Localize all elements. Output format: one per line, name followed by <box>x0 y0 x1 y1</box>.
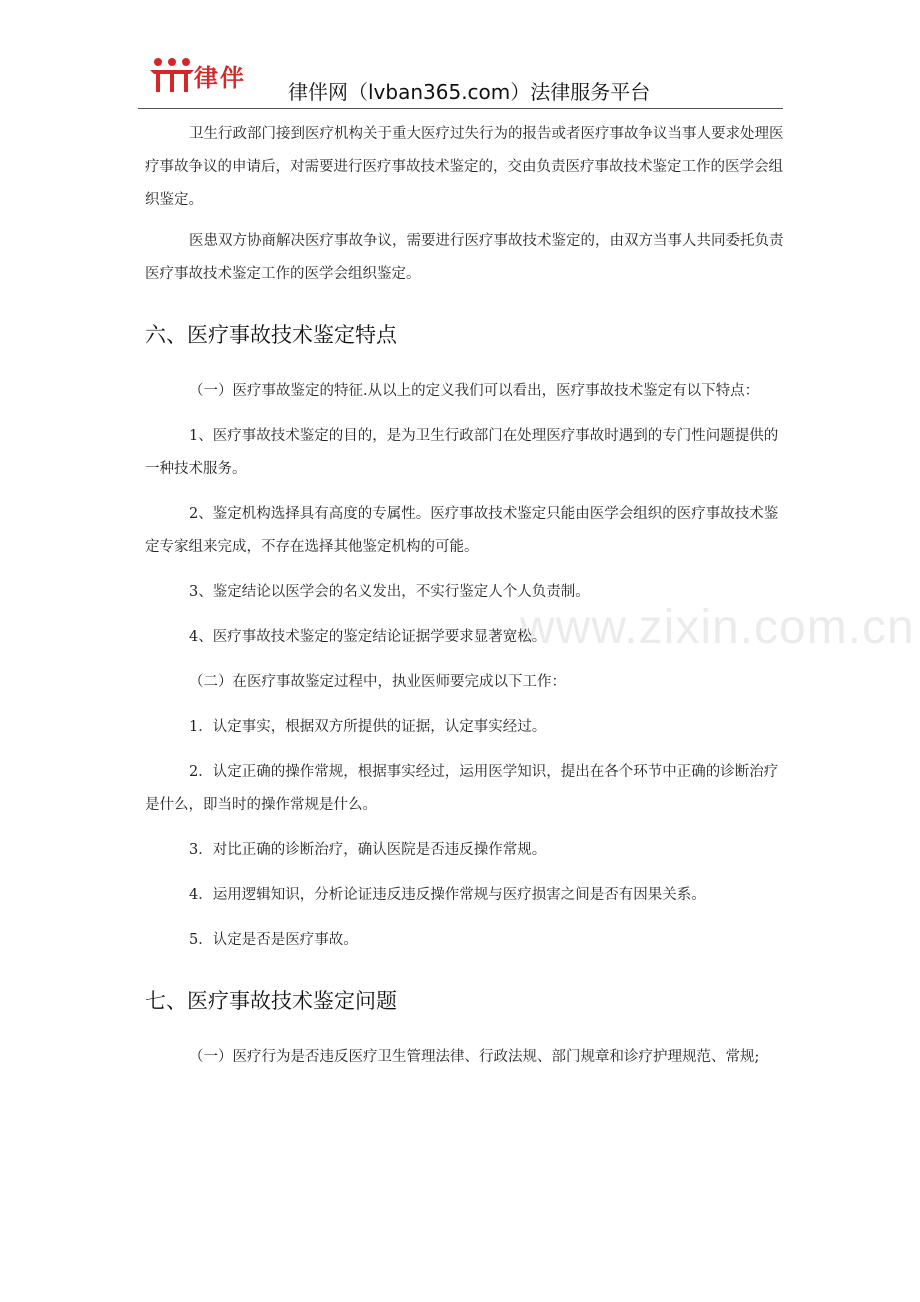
site-title: 律伴网（lvban365.com）法律服务平台 <box>288 80 651 104</box>
section6-paragraph: 1．认定事实，根据双方所提供的证据，认定事实经过。 <box>189 719 547 735</box>
section6-paragraph: 5．认定是否是医疗事故。 <box>189 932 358 948</box>
section6-paragraph: 4、医疗事故技术鉴定的鉴定结论证据学要求显著宽松。 <box>189 629 547 645</box>
section6-paragraph: 2．认定正确的操作常规，根据事实经过，运用医学知识，提出在各个环节中正确的诊断治疗是什么，即当时的操作常规是什么。 <box>145 764 779 813</box>
section6-paragraph: （二）在医疗事故鉴定过程中，执业医师要完成以下工作： <box>189 674 566 690</box>
section-heading: 六、医疗事故技术鉴定特点 <box>145 323 397 347</box>
intro-paragraph: 卫生行政部门接到医疗机构关于重大医疗过失行为的报告或者医疗事故争议当事人要求处理医疗事故争议的申请后，对需要进行医疗事故技术鉴定的，交由负责医疗事故技术鉴定工作的医学会组织鉴定。 <box>145 126 784 208</box>
section-heading: 七、医疗事故技术鉴定问题 <box>145 989 397 1013</box>
section6-paragraph: 3．对比正确的诊断治疗，确认医院是否违反操作常规。 <box>189 842 547 858</box>
intro-paragraph: 医患双方协商解决医疗事故争议，需要进行医疗事故技术鉴定的，由双方当事人共同委托负责医疗事故技术鉴定工作的医学会组织鉴定。 <box>145 233 784 282</box>
document-body <box>145 118 785 1074</box>
section6-paragraph: （一）医疗事故鉴定的特征.从以上的定义我们可以看出，医疗事故技术鉴定有以下特点： <box>189 383 760 399</box>
section6-paragraph: 4．运用逻辑知识，分析论证违反违反操作常规与医疗损害之间是否有因果关系。 <box>189 887 706 903</box>
watermark: www.zixin.com.cn <box>520 601 915 654</box>
section6-paragraph: 3、鉴定结论以医学会的名义发出，不实行鉴定人个人负责制。 <box>189 584 590 600</box>
page-header <box>138 52 783 109</box>
section7-paragraph: （一）医疗行为是否违反医疗卫生管理法律、行政法规、部门规章和诊疗护理规范、常规; <box>189 1049 760 1065</box>
section6-paragraph: 2、鉴定机构选择具有高度的专属性。医疗事故技术鉴定只能由医学会组织的医疗事故技术鉴定专家组来完成，不存在选择其他鉴定机构的可能。 <box>145 506 779 555</box>
section6-paragraph: 1、医疗事故技术鉴定的目的，是为卫生行政部门在处理医疗事故时遇到的专门性问题提供的一种技术服务。 <box>145 428 779 477</box>
logo-text: 律伴 <box>194 64 246 92</box>
